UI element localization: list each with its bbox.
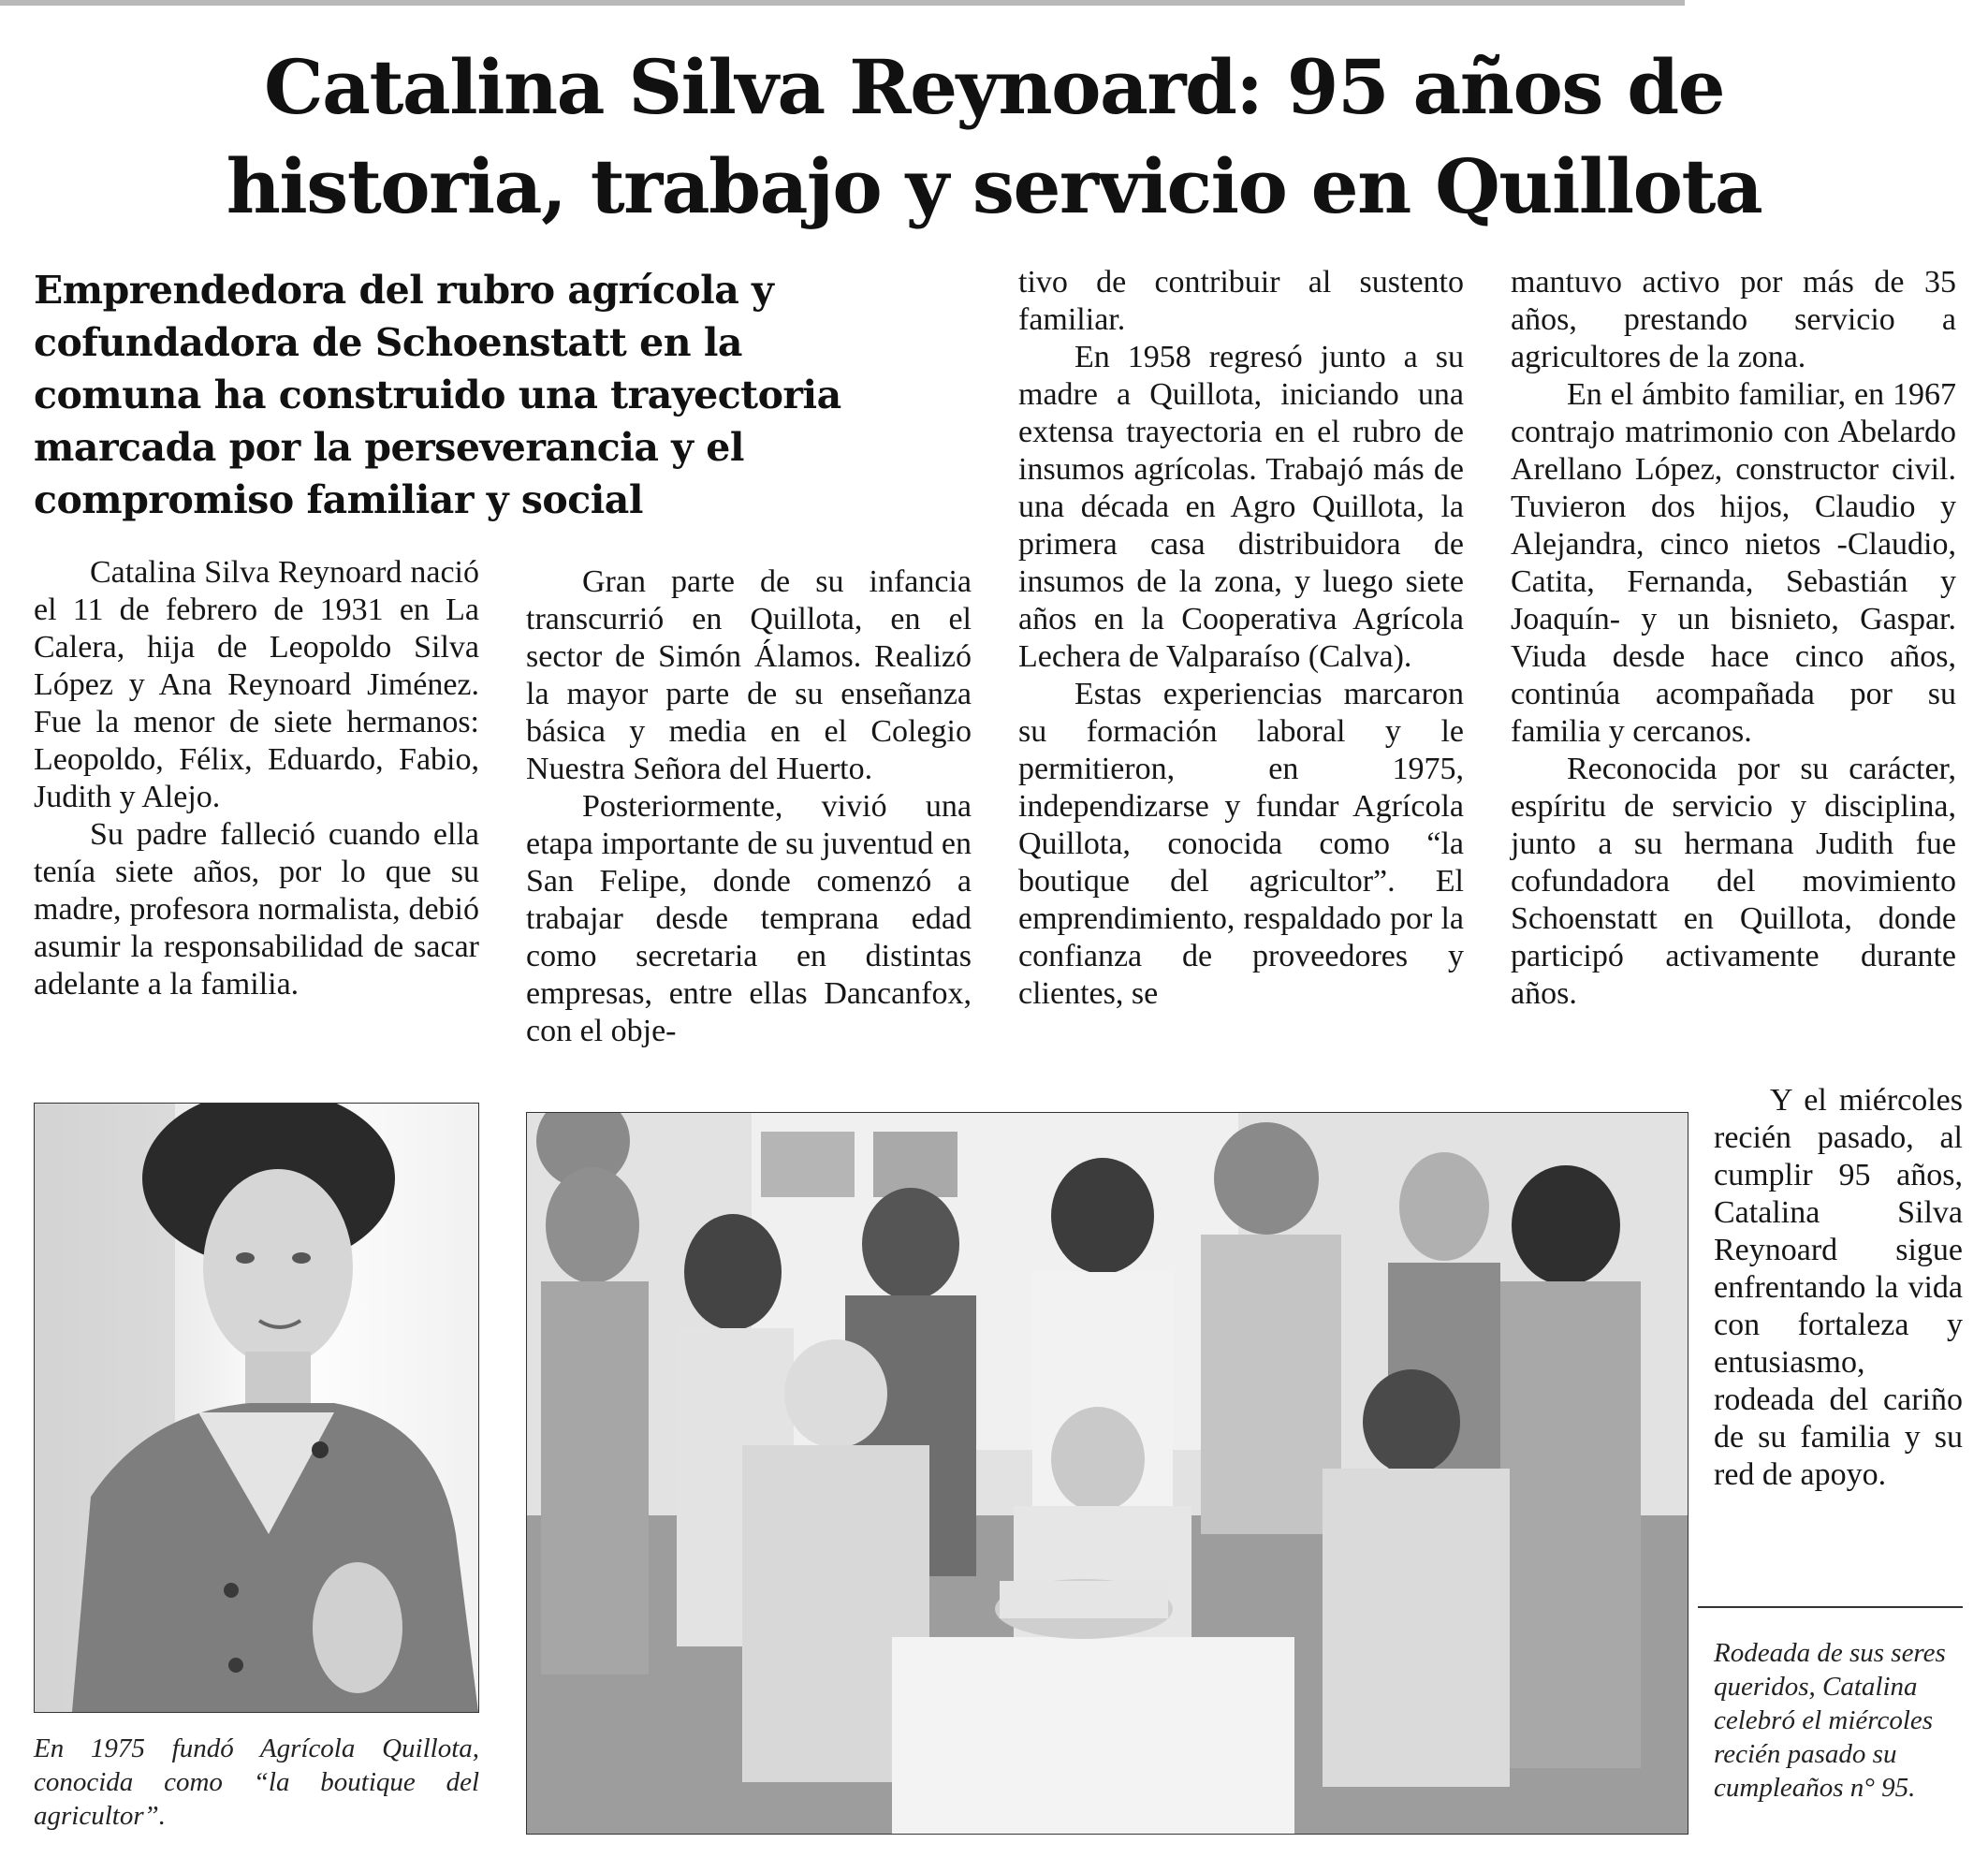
paragraph: Reconocida por su carácter, espíritu de servicio y disciplina, junto a su hermana Judith fue cofundadora del movimiento Schoenstatt en Quillota, donde participó activamente durante años. xyxy=(1511,752,1956,1011)
column-3 xyxy=(1018,264,1464,1013)
column-4 xyxy=(1511,264,1956,1013)
portrait-photo xyxy=(34,1103,479,1713)
portrait-caption: En 1975 fundó Agrícola Quillota, conocida como “la boutique del agricultor”. xyxy=(34,1733,479,1831)
paragraph: En 1958 regresó junto a su madre a Quillota, iniciando una extensa trayectoria en el rubro de insumos agrícolas. Trabajó más de una década en Agro Quillota, la primera casa distribuidora de insumos de la zona, y luego siete años en la Cooperativa Agrícola Lechera de Valparaíso (Calva). xyxy=(1018,340,1464,674)
headline xyxy=(56,37,1932,236)
headline-line-1: Catalina Silva Reynoard: 95 años de xyxy=(263,43,1725,131)
column-1 xyxy=(34,554,479,1003)
headline-line-2: historia, trabajo y servicio en Quillota xyxy=(226,142,1762,230)
paragraph: mantuvo activo por más de 35 años, prestando servicio a agricultores de la zona. xyxy=(1511,265,1956,374)
group-photo-caption: Rodeada de sus seres queridos, Catalina celebró el miércoles recién pasado su cumpleaños n° 95. xyxy=(1714,1638,1946,1803)
paragraph: Gran parte de su infancia transcurrió en Quillota, en el sector de Simón Álamos. Realizó la mayor parte de su enseñanza básica y media en el Colegio Nuestra Señora del Huerto. xyxy=(526,564,972,786)
top-edge-strip xyxy=(0,0,1685,6)
group-photo-illustration xyxy=(527,1113,1688,1834)
caption-divider xyxy=(1698,1606,1963,1608)
group-photo xyxy=(526,1112,1688,1835)
paragraph: Posteriormente, vivió una etapa importante de su juventud en San Felipe, donde comenzó a trabajar desde temprana edad como secretaria en distintas empresas, entre ellas Dancanfox, con el obje- xyxy=(526,789,972,1048)
paragraph: Estas experiencias marcaron su formación laboral y le permitieron, en 1975, independizarse y fundar Agrícola Quillota, conocida como “la boutique del agricultor”. El emprendimiento, respaldado por la confianza de proveedores y clientes, se xyxy=(1018,677,1464,1011)
paragraph: Su padre falleció cuando ella tenía siete años, por lo que su madre, profesora normalista, debió asumir la responsabilidad de sacar adelante a la familia. xyxy=(34,817,479,1002)
deck-subtitle: Emprendedora del rubro agrícola y cofundadora de Schoenstatt en la comuna ha construido una trayectoria marcada por la perseverancia y el compromiso familiar y social xyxy=(34,268,841,522)
paragraph: En el ámbito familiar, en 1967 contrajo matrimonio con Abelardo Arellano López, constructor civil. Tuvieron dos hijos, Claudio y Alejandra, cinco nietos -Claudio, Catita, Fernanda, Sebastián y Joaquín- y un bisnieto, Gaspar. Viuda desde hace cinco años, continúa acompañada por su familia y cercanos. xyxy=(1511,377,1956,749)
paragraph: Y el miércoles recién pasado, al cumplir 95 años, Catalina Silva Reynoard sigue enfrentando la vida con fortaleza y entusiasmo, rodeada del cariño de su familia y su red de apoyo. xyxy=(1714,1083,1963,1492)
paragraph: Catalina Silva Reynoard nació el 11 de febrero de 1931 en La Calera, hija de Leopoldo Silva López y Ana Reynoard Jiménez. Fue la menor de siete hermanos: Leopoldo, Félix, Eduardo, Fabio, Judith y Alejo. xyxy=(34,555,479,814)
paragraph: tivo de contribuir al sustento familiar. xyxy=(1018,265,1464,337)
portrait-photo-illustration xyxy=(35,1104,478,1712)
column-5 xyxy=(1714,1082,1963,1494)
column-2 xyxy=(526,563,972,1050)
